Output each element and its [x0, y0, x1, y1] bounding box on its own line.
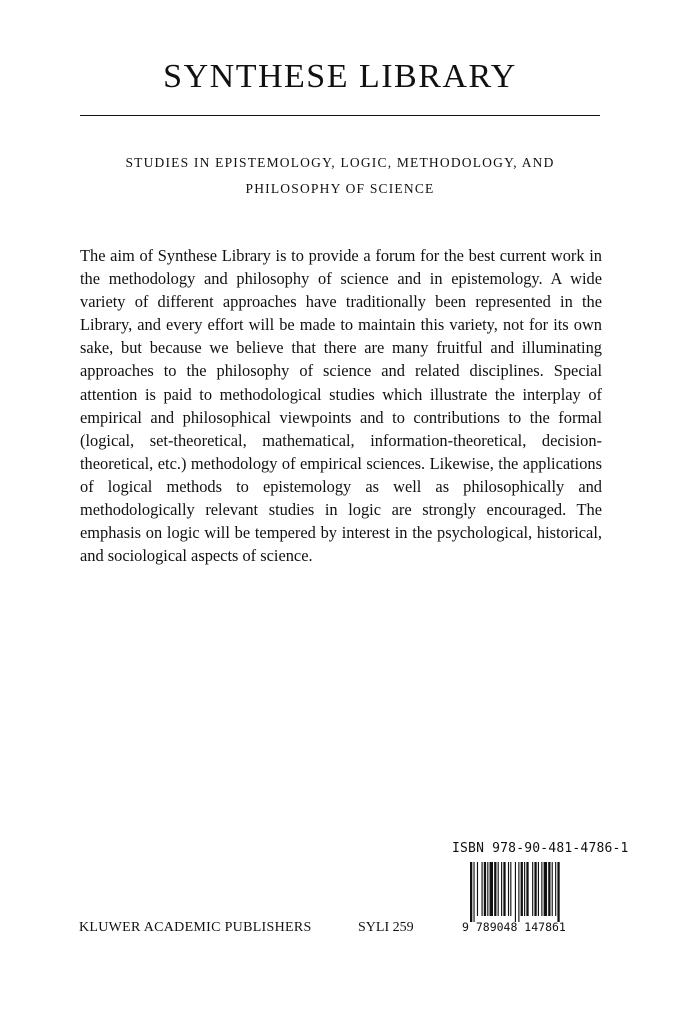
- subtitle-line-2: PHILOSOPHY OF SCIENCE: [245, 181, 435, 196]
- subtitle-line-1: STUDIES IN EPISTEMOLOGY, LOGIC, METHODOLOGY, AND: [125, 155, 555, 170]
- series-subtitle: [90, 150, 590, 202]
- series-description: The aim of Synthese Library is to provide a forum for the best current work in the methodology and philosophy of science and in epistemology. A wide variety of different approaches have traditionally been represented in the Library, and every effort will be made to maintain this variety, not for its own sake, but because we believe that there are many fruitful and illuminating approaches to the philosophy of science and related disciplines. Special attention is paid to methodological studies which illustrate the interplay of empirical and philosophical viewpoints and to contributions to the formal (logical, set-theoretical, mathematical, information-theoretical, decision-theoretical, etc.) methodology of empirical sciences. Likewise, the applications of logical methods to epistemology as well as philosophically and methodologically relevant studies in logic are strongly encouraged. The emphasis on logic will be tempered by interest in the psychological, historical, and sociological aspects of science.: [80, 246, 602, 566]
- publisher-name: KLUWER ACADEMIC PUBLISHERS: [79, 920, 312, 935]
- barcode-icon: [470, 862, 598, 922]
- isbn-label: ISBN 978-90-481-4786-1: [452, 841, 629, 856]
- series-title: SYNTHESE LIBRARY: [163, 58, 517, 95]
- title-rule: [80, 115, 600, 116]
- barcode-digits: 9 789048 147861: [462, 920, 566, 934]
- series-code: SYLI 259: [358, 920, 414, 935]
